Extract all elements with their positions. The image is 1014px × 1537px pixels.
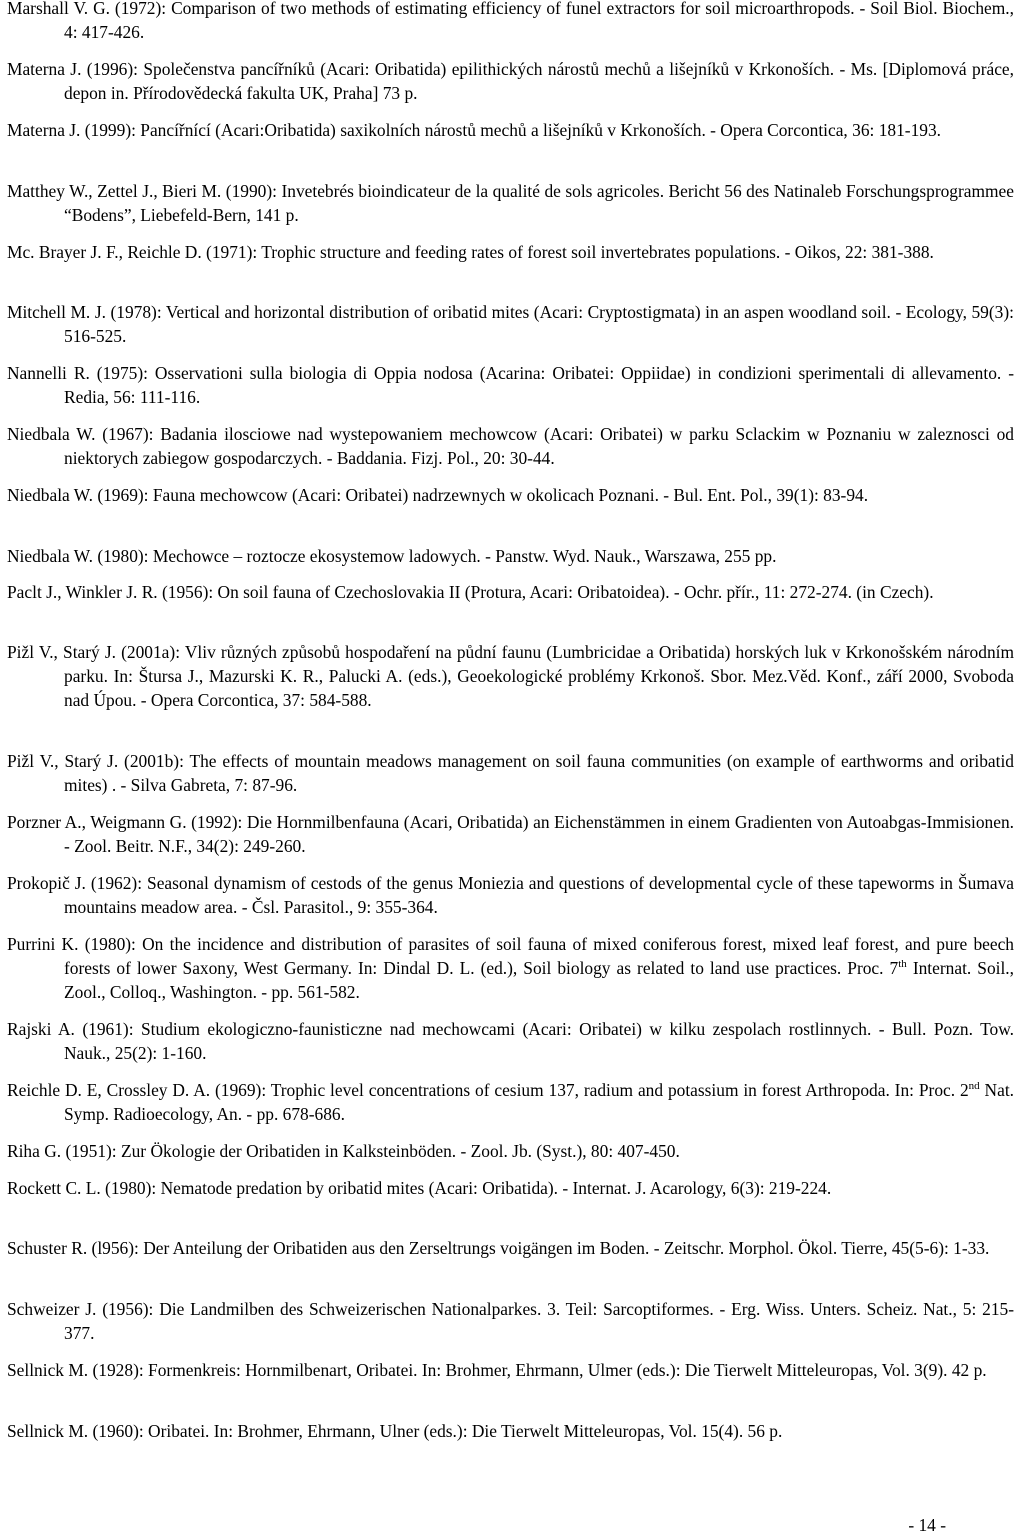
reference-entry: Matthey W., Zettel J., Bieri M. (1990): Invetebrés bioindicateur de la qualité de sols agricoles. Bericht 56 des Natinaleb Forschungsprogrammee “Bodens”, Liebefeld-Bern, 141 p. bbox=[7, 181, 1014, 225]
reference-entry: Rajski A. (1961): Studium ekologiczno-faunisticzne nad mechowcami (Acari: Oribatei) w kilku zespolach rostlinnych. - Bull. Pozn. Tow. Nauk., 25(2): 1-160. bbox=[7, 1019, 1014, 1063]
reference-entry: Schuster R. (l956): Der Anteilung der Oribatiden aus den Zerseltrungs voigängen im Boden. - Zeitschr. Morphol. Ökol. Tierre, 45(5-6): 1-33. bbox=[7, 1238, 990, 1258]
reference-entry: Sellnick M. (1960): Oribatei. In: Brohmer, Ehrmann, Ulner (eds.): Die Tierwelt Mitteleuropas, Vol. 15(4). 56 p. bbox=[7, 1421, 783, 1441]
reference-entry bbox=[7, 1078, 1014, 1126]
reference-text: Nat. Symp. Radioecology, An. - pp. 678-686. bbox=[64, 1080, 1014, 1124]
reference-entry: Niedbala W. (1969): Fauna mechowcow (Acari: Oribatei) nadrzewnych w okolicach Poznani. - Bul. Ent. Pol., 39(1): 83-94. bbox=[7, 485, 869, 505]
reference-entry: Paclt J., Winkler J. R. (1956): On soil fauna of Czechoslovakia II (Protura, Acari: Oribatoidea). - Ochr. přír., 11: 272-274. (in Czech). bbox=[7, 582, 934, 602]
reference-entry: Rockett C. L. (1980): Nematode predation by oribatid mites (Acari: Oribatida). - Internat. J. Acarology, 6(3): 219-224. bbox=[7, 1178, 832, 1198]
reference-entry: Riha G. (1951): Zur Ökologie der Oribatiden in Kalksteinböden. - Zool. Jb. (Syst.), 80: 407-450. bbox=[7, 1141, 680, 1161]
reference-entry: Porzner A., Weigmann G. (1992): Die Hornmilbenfauna (Acari, Oribatida) an Eichenstämmen in einem Gradienten von Autoabgas-Immisionen. - Zool. Beitr. N.F., 34(2): 249-260. bbox=[7, 812, 1014, 856]
reference-entry: Materna J. (1996): Společenstva pancířníků (Acari: Oribatida) epilithických nárostů mechů a lišejníků v Krkonoších. - Ms. [Diplomová práce, depon in. Přírodovědecká fakulta UK, Praha] 73 p. bbox=[7, 59, 1014, 103]
reference-entry: Prokopič J. (1962): Seasonal dynamism of cestods of the genus Moniezia and questions of developmental cycle of these tapeworms in Šumava mountains meadow area. - Čsl. Parasitol., 9: 355-364. bbox=[7, 873, 1014, 917]
reference-entry: Mc. Brayer J. F., Reichle D. (1971): Trophic structure and feeding rates of forest soil invertebrates populations. - Oikos, 22: 381-388. bbox=[7, 242, 934, 262]
superscript-ordinal: th bbox=[898, 958, 907, 970]
reference-text: Purrini K. (1980): On the incidence and distribution of parasites of soil fauna of mixed coniferous forest, mixed leaf forest, and pure beech forests of lower Saxony, West Germany. In: Dindal D. L. (ed.), Soil biology as related to land use practices. Proc. 7 bbox=[7, 934, 1014, 978]
reference-entry: Niedbala W. (1967): Badania ilosciowe nad wystepowaniem mechowcow (Acari: Oribatei) w parku Sclackim w Poznaniu w zaleznosci od niektorych zabiegow gospodarczych. - Baddania. Fizj. Pol., 20: 30-44. bbox=[7, 424, 1014, 468]
reference-text: Reichle D. E, Crossley D. A. (1969): Trophic level concentrations of cesium 137, radium and potassium in forest Arthropoda. In: Proc. 2 bbox=[7, 1080, 969, 1100]
reference-entry: Pižl V., Starý J. (2001b): The effects of mountain meadows management on soil fauna communities (on example of earthworms and oribatid mites) . - Silva Gabreta, 7: 87-96. bbox=[7, 751, 1014, 795]
reference-entry: Pižl V., Starý J. (2001a): Vliv různých způsobů hospodaření na půdní faunu (Lumbricidae a Oribatida) horských luk v Krkonošském národním parku. In: Štursa J., Mazurski K. R., Palucki A. (eds.), Geoekologické problémy Krkonoš. Sbor. Mez.Věd. Konf., září 2000, Svoboda nad Úpou. - Opera Corcontica, 37: 584-588. bbox=[7, 642, 1014, 710]
reference-entry bbox=[7, 932, 1014, 1004]
reference-entry: Nannelli R. (1975): Osservationi sulla biologia di Oppia nodosa (Acarina: Oribatei: Oppiidae) in condizioni sperimentali di allevamento. - Redia, 56: 111-116. bbox=[7, 363, 1014, 407]
reference-entry: Niedbala W. (1980): Mechowce – roztocze ekosystemow ladowych. - Panstw. Wyd. Nauk., Warszawa, 255 pp. bbox=[7, 546, 777, 566]
reference-entry: Sellnick M. (1928): Formenkreis: Hornmilbenart, Oribatei. In: Brohmer, Ehrmann, Ulmer (eds.): Die Tierwelt Mitteleuropas, Vol. 3(9). 42 p. bbox=[7, 1360, 987, 1380]
reference-entry: Marshall V. G. (1972): Comparison of two methods of estimating efficiency of funel extractors for soil microarthropods. - Soil Biol. Biochem., 4: 417-426. bbox=[7, 0, 1014, 42]
reference-text: Internat. Soil., Zool., Colloq., Washington. - pp. 561-582. bbox=[64, 958, 1014, 1002]
page-number: - 14 - bbox=[908, 1515, 946, 1535]
reference-entry: Schweizer J. (1956): Die Landmilben des Schweizerischen Nationalparkes. 3. Teil: Sarcoptiformes. - Erg. Wiss. Unters. Scheiz. Nat., 5: 215-377. bbox=[7, 1299, 1014, 1343]
superscript-ordinal: nd bbox=[968, 1080, 980, 1092]
reference-entry: Mitchell M. J. (1978): Vertical and horizontal distribution of oribatid mites (Acari: Cryptostigmata) in an aspen woodland soil. - Ecology, 59(3): 516-525. bbox=[7, 302, 1014, 346]
reference-entry: Materna J. (1999): Pancířnící (Acari:Oribatida) saxikolních nárostů mechů a lišejníků v Krkonoších. - Opera Corcontica, 36: 181-193. bbox=[7, 120, 942, 140]
